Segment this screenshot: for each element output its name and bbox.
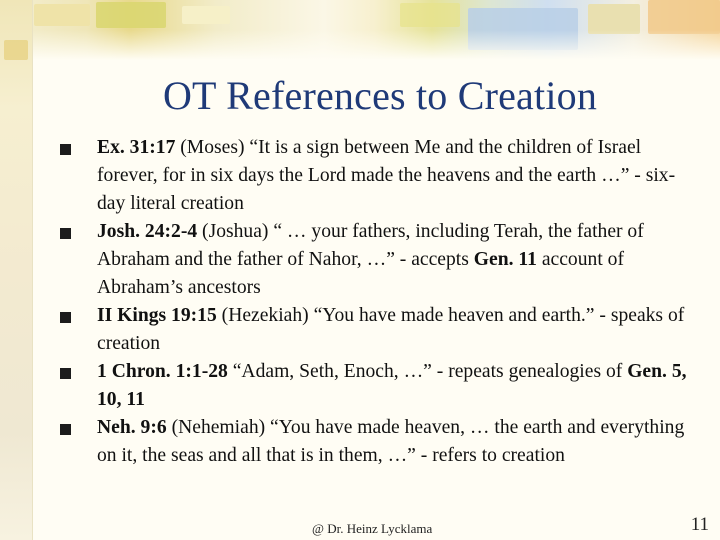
scripture-reference: Gen. 5, 10, 11 [97, 361, 687, 410]
bullet-item [60, 414, 700, 470]
bullet-text: (Nehemiah) “You have made heaven, … the earth and everything on it, the seas and all that is in them, …” - refers to creation [97, 417, 685, 466]
footer-author: @ Dr. Heinz Lycklama [312, 521, 433, 536]
decorative-left-strip [0, 0, 33, 540]
bullet-text: (Joshua) “ … your fathers, including Terah, the father of Abraham and the father of Nahor, …” - accepts [97, 221, 644, 270]
square-bullet-icon [60, 424, 71, 435]
banner-tile [182, 6, 230, 24]
bullet-item [60, 302, 700, 358]
bullet-item [60, 358, 700, 414]
square-bullet-icon [60, 144, 71, 155]
page-number: 11 [690, 514, 709, 535]
scripture-reference: Neh. 9:6 [97, 417, 167, 438]
banner-tile [96, 2, 166, 28]
bullet-text: account of Abraham’s ancestors [97, 249, 624, 298]
banner-tile [34, 4, 90, 26]
bullet-text: “Adam, Seth, Enoch, …” - repeats genealogies of [227, 361, 628, 382]
square-bullet-icon [60, 368, 71, 379]
scripture-reference: 1 Chron. 1:1-28 [97, 361, 228, 382]
square-bullet-icon [60, 228, 71, 239]
bullet-item [60, 218, 700, 302]
banner-fade [0, 30, 720, 60]
bullet-list [60, 134, 700, 470]
strip-tile [4, 40, 28, 60]
decorative-banner [0, 0, 720, 60]
bullet-text: (Moses) “It is a sign between Me and the children of Israel forever, for in six days the Lord made the heavens and the earth …” - six-day literal creation [97, 137, 676, 214]
square-bullet-icon [60, 312, 71, 323]
slide-title: OT References to Creation [162, 73, 598, 118]
banner-tile [400, 3, 460, 27]
scripture-reference: Ex. 31:17 [97, 137, 176, 158]
bullet-text: (Hezekiah) “You have made heaven and earth.” - speaks of creation [97, 305, 685, 354]
banner-tile [648, 0, 720, 34]
scripture-reference: II Kings 19:15 [97, 305, 217, 326]
scripture-reference: Josh. 24:2-4 [97, 221, 198, 242]
bullet-item [60, 134, 700, 218]
scripture-reference: Gen. 11 [473, 249, 537, 270]
